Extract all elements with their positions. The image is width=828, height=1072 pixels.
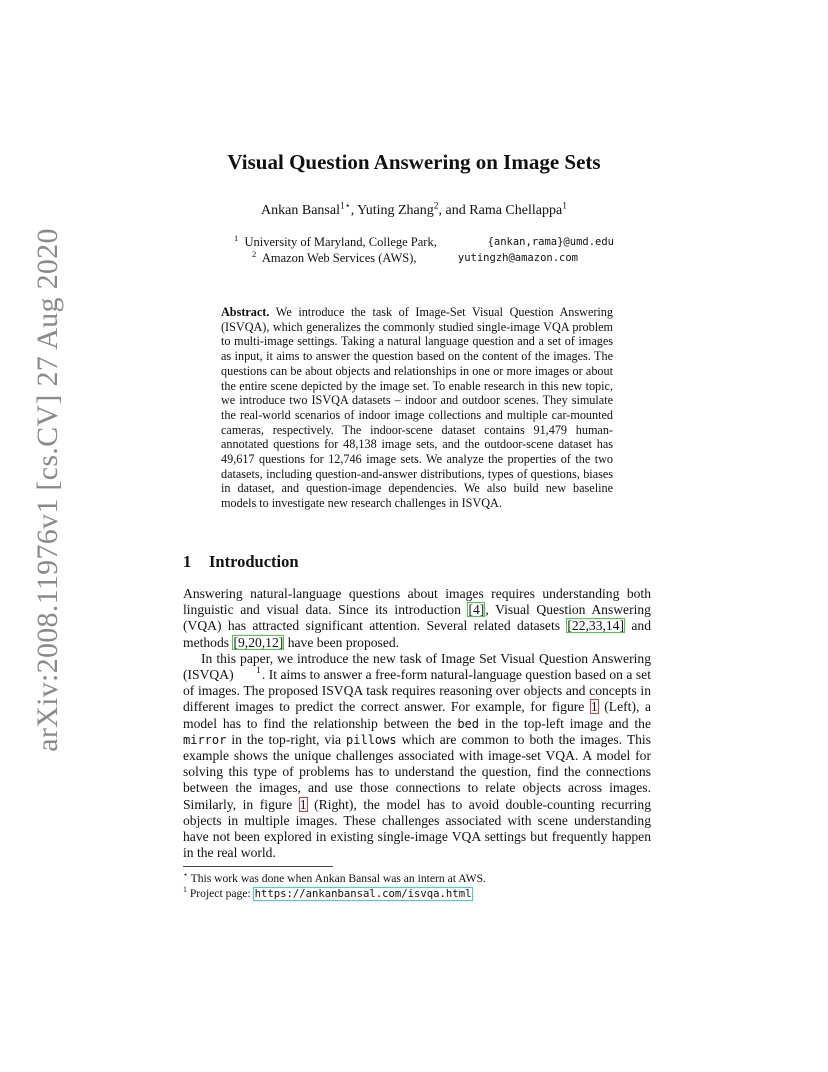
affiliation-name: Amazon Web Services (AWS), (261, 251, 417, 265)
author-list (0, 203, 828, 219)
code-word: bed (457, 716, 480, 731)
author-2-mark: 2 (433, 201, 439, 212)
citation-link[interactable]: [22,33,14] (567, 618, 625, 634)
introduction-body (183, 586, 651, 861)
text-run: (Left), a model has to find the relationship between the (183, 699, 651, 731)
text-run: Answering natural-language questions about images requires understanding both linguistic and visual data. Since its introduction (183, 586, 651, 618)
affiliation-email: {ankan,rama}@umd.edu (487, 236, 614, 248)
paragraph (183, 586, 651, 651)
author-3-mark: 1 (562, 201, 567, 212)
author-separator: , and (438, 203, 470, 218)
text-run: in the top-right, via (226, 731, 347, 747)
project-page-link[interactable]: https://ankanbansal.com/isvqa.html (254, 888, 472, 900)
affiliations (234, 234, 614, 266)
text-run: , Visual Question Answering (VQA) has attracted significant attention. Several related datasets (183, 602, 651, 634)
code-word: pillows (346, 732, 397, 747)
author-3-name: Rama Chellappa (469, 203, 563, 218)
citation-link[interactable]: [9,20,12] (233, 634, 284, 650)
text-run: in the top-left image and the (479, 715, 651, 731)
text-run: which are common to both the images. This example shows the unique challenges associated with image-set VQA. A model for solving this type of problems has to understand the question, find the connections between the images, and use those connections to relate objects across images. Similarly, in figure (183, 731, 651, 812)
section-number: 1 (183, 552, 192, 571)
affiliation-email: yutingzh@amazon.com (457, 252, 578, 264)
author-separator: , (350, 203, 358, 218)
footnote-mark: ⋆ (183, 870, 188, 880)
text-run: have been proposed. (284, 634, 400, 650)
figure-link[interactable]: 1 (299, 796, 307, 812)
author-1-mark: 1⋆ (339, 201, 351, 212)
abstract-label: Abstract. (221, 305, 270, 319)
author-1-name: Ankan Bansal (261, 203, 340, 218)
footnote-text: Project page: (186, 887, 254, 900)
affiliation-row (234, 250, 614, 266)
footnote (183, 871, 653, 886)
footnote-mark: 1 (183, 885, 187, 895)
affiliation-mark: 2 (252, 248, 257, 259)
text-run: . It aims to answer a free-form natural-language question based on a set of images. The proposed ISVQA task requires reasoning over objects and concepts in different images to predict the correct answer. For example, for figure (183, 667, 651, 715)
affiliation-name: University of Maryland, College Park, (244, 235, 437, 249)
text-run: (Right), the model has to avoid double-counting recurring objects in multiple images. These challenges associated with scene understanding have not been explored in existing single-image VQA settings but frequently happen in the real world. (183, 796, 651, 861)
affiliation-text (234, 234, 437, 250)
section-title: Introduction (209, 552, 299, 571)
affiliation-text (252, 250, 416, 266)
footnote (183, 886, 653, 902)
affiliation-row (234, 234, 614, 250)
code-word: mirror (183, 732, 227, 747)
paragraph: In this paper, we introduce the new task of Image Set Visual Question Answering (ISVQA) 1. It aims to answer a free-form natural-language question based on a set of images. The proposed ISVQA task requires reasoning over objects and concepts in different images to predict the correct answer. For example, for figure 1 (Left), a model has to find the relationship between the bed in the top-left image and the mirror in the top-right, via pillows which are common to both the images. This example shows the unique challenges associated with image-set VQA. A model for solving this type of problems has to understand the question, find the connections between the images, and use those connections to relate objects across images. Similarly, in figure 1 (Right), the model has to avoid double-counting recurring objects in multiple images. These challenges associated with scene understanding have not been explored in existing single-image VQA settings but frequently happen in the real world. (183, 650, 651, 861)
abstract (221, 305, 613, 511)
paper-title: Visual Question Answering on Image Sets (227, 150, 601, 174)
footnote-text: This work was done when Ankan Bansal was an intern at AWS. (187, 872, 486, 885)
abstract-text: We introduce the task of Image-Set Visual Question Answering (ISVQA), which generalizes the commonly studied single-image VQA problem to multi-image settings. Taking a natural language question and a set of images as input, it aims to answer the question based on the content of the images. The questions can be about objects and relationships in one or more images or about the entire scene depicted by the image set. To enable research in this new topic, we introduce two ISVQA datasets – indoor and outdoor scenes. They simulate the real-world scenarios of indoor image collections and multiple car-mounted cameras, respectively. The indoor-scene dataset contains 91,479 human-annotated questions for 48,138 image sets, and the outdoor-scene dataset has 49,617 questions for 12,746 image sets. We analyze the properties of the two datasets, including question-and-answer distributions, types of questions, biases in dataset, and question-image dependencies. We also build new baseline models to investigate new research challenges in ISVQA. (221, 305, 613, 511)
footnotes (183, 871, 653, 902)
footnote-divider (183, 866, 333, 867)
arxiv-identifier-stamp: arXiv:2008.11976v1 [cs.CV] 27 Aug 2020 (31, 228, 64, 752)
citation-link[interactable]: [4] (468, 602, 485, 618)
text-run: In this paper, we introduce the new task of Image Set Visual Question Answering (ISVQA) (183, 650, 651, 683)
section-heading (183, 552, 299, 572)
figure-link[interactable]: 1 (590, 699, 598, 715)
affiliation-mark: 1 (234, 232, 239, 243)
text-run: and methods (183, 618, 651, 650)
author-2-name: Yuting Zhang (357, 203, 434, 218)
